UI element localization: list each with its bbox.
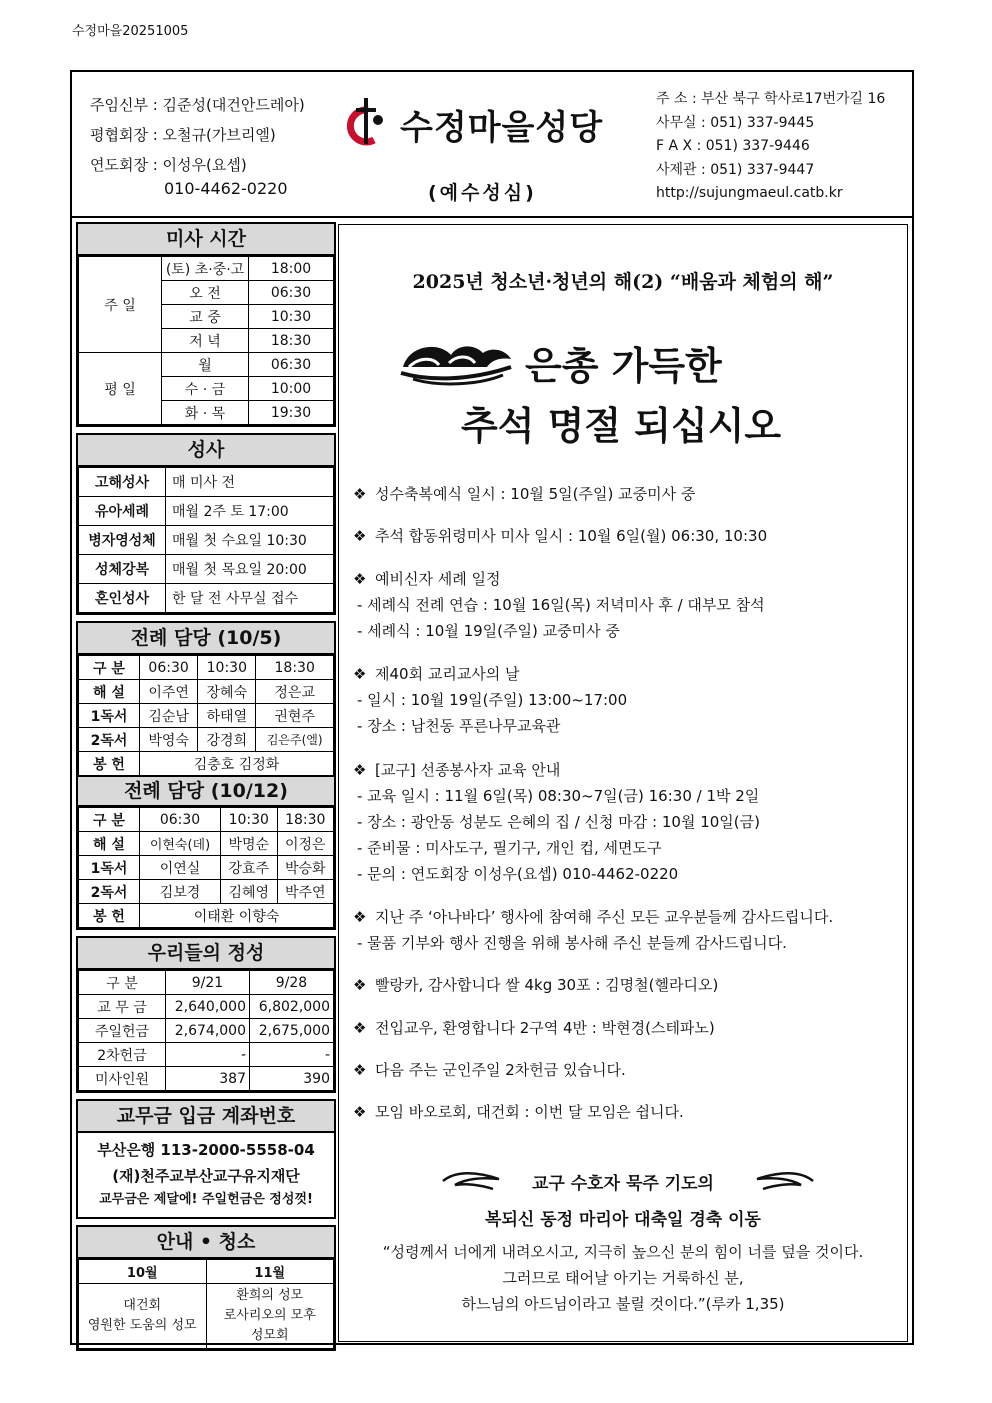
table-row [79, 497, 334, 526]
diamond-bullet-icon: ❖ [353, 1019, 367, 1037]
role-label: 1독서 [79, 856, 140, 880]
sacrament-label: 성체강복 [79, 555, 166, 584]
group-name: 대건회 [123, 1298, 162, 1313]
parish-name: 수정마을성당 [400, 108, 604, 148]
account-holder: (재)천주교부산교구유지재단 [112, 1167, 300, 1185]
offering-names: 김충호 김정화 [140, 752, 334, 776]
role-label: 봉 헌 [79, 904, 140, 928]
table-cell: 박영숙 [140, 728, 198, 752]
mass-name: 교 중 [162, 305, 249, 329]
mass-times-title: 미사 시간 [78, 224, 334, 256]
role-label: 해 설 [79, 832, 140, 856]
table-cell: 장혜숙 [198, 680, 256, 704]
october-groups [79, 1284, 207, 1349]
table-row [79, 808, 334, 832]
table-header: 06:30 [140, 656, 198, 680]
table-header: 06:30 [140, 808, 221, 832]
table-row [79, 856, 334, 880]
account-note: 교무금은 제달에! 주일헌금은 정성껏! [99, 1192, 313, 1207]
mass-times-table [78, 256, 334, 425]
list-item: ❖ 성수축복예식 일시 : 10월 5일(주일) 교중미사 중 [353, 485, 696, 503]
list-subitem: - 세례식 전례 연습 : 10월 16일(목) 저녁미사 후 / 대부모 참석 [357, 596, 765, 614]
table-row [79, 832, 334, 856]
mass-time: 18:30 [249, 329, 334, 353]
liturgy1-title: 전례 담당 (10/5) [78, 623, 334, 655]
offerings-table [78, 970, 334, 1091]
bulletin-frame [70, 70, 914, 1345]
table-cell: 김보경 [140, 880, 221, 904]
table-cell: 김순남 [140, 704, 198, 728]
table-row [79, 880, 334, 904]
table-row [79, 1043, 334, 1067]
account-box [76, 1099, 336, 1219]
table-header: 9/21 [166, 971, 250, 995]
contact-info [656, 88, 885, 206]
table-row [79, 704, 334, 728]
offering-value: - [250, 1043, 334, 1067]
greeting-line2: 추석 명절 되십시오 [461, 404, 782, 448]
month-header: 10월 [79, 1260, 207, 1284]
table-cell: 정은교 [256, 680, 334, 704]
diamond-bullet-icon: ❖ [353, 1061, 367, 1079]
sacrament-value: 매월 2주 토 17:00 [166, 497, 334, 526]
table-row [79, 1260, 334, 1284]
parish-motto: (예수성심) [428, 182, 537, 204]
offering-value: 6,802,000 [250, 995, 334, 1019]
sunday-label: 주 일 [79, 257, 162, 353]
council-president: 평협회장 : 오철규(가브리엘) [90, 126, 276, 144]
offering-value: 2,674,000 [166, 1019, 250, 1043]
mass-time: 06:30 [249, 353, 334, 377]
website-link[interactable]: http://sujungmaeul.catb.kr [656, 185, 843, 201]
role-label: 2독서 [79, 880, 140, 904]
table-header: 18:30 [277, 808, 334, 832]
list-subitem: - 장소 : 광안동 성분도 은혜의 집 / 신청 마감 : 10월 10일(금) [357, 813, 760, 831]
diamond-bullet-icon: ❖ [353, 976, 367, 994]
rectory-phone: 사제관 : 051) 337-9447 [656, 161, 815, 178]
liturgy1-table [78, 655, 334, 776]
table-header: 10:30 [221, 808, 277, 832]
offerings-title: 우리들의 정성 [78, 938, 334, 970]
list-subitem: - 세례식 : 10월 19일(주일) 교중미사 중 [357, 622, 620, 640]
table-header: 9/28 [250, 971, 334, 995]
offering-value: 2,640,000 [166, 995, 250, 1019]
scripture-quote-line: 하느님의 아드님이라고 불릴 것이다.”(루카 1,35) [461, 1295, 785, 1313]
offering-label: 미사인원 [79, 1067, 166, 1091]
greeting-line1: 은총 가득한 [525, 344, 722, 388]
bulletin-header [72, 72, 912, 218]
diamond-bullet-icon: ❖ [353, 761, 367, 779]
diamond-bullet-icon: ❖ [353, 1103, 367, 1121]
sacrament-value: 매월 첫 수요일 10:30 [166, 526, 334, 555]
scripture-quote-line: “성령께서 너에게 내려오시고, 지극히 높으신 분의 힘이 너를 덮을 것이다. [382, 1243, 864, 1261]
table-cell: 강효주 [221, 856, 277, 880]
list-subitem: - 교육 일시 : 11월 6일(목) 08:30~7일(금) 16:30 / 1박 2일 [357, 787, 760, 805]
role-label: 봉 헌 [79, 752, 140, 776]
cloud-ornament-icon [399, 337, 515, 387]
mass-name: (토) 초·중·고 [162, 257, 249, 281]
role-label: 해 설 [79, 680, 140, 704]
list-subitem: - 일시 : 10월 19일(주일) 13:00~17:00 [357, 691, 628, 709]
table-row [79, 584, 334, 613]
chuseok-greeting [399, 335, 859, 455]
sacraments-title: 성사 [78, 435, 334, 467]
mass-times-box [76, 222, 336, 427]
sacrament-value: 매월 첫 목요일 20:00 [166, 555, 334, 584]
district-head: 연도회장 : 이성우(요셉) [90, 156, 247, 174]
weekday-label: 평 일 [79, 353, 162, 425]
table-row [79, 257, 334, 281]
table-cell: 강경희 [198, 728, 256, 752]
group-name: 성모회 [250, 1328, 289, 1343]
list-item: ❖ 지난 주 ‘아나바다’ 행사에 참여해 주신 모든 교우분들께 감사드립니다. [353, 908, 834, 926]
sacrament-label: 혼인성사 [79, 584, 166, 613]
parish-logo [344, 96, 644, 156]
notice-cleaning-box [76, 1225, 336, 1351]
group-name: 영원한 도움의 성모 [87, 1318, 197, 1333]
account-title: 교무금 입금 계좌번호 [78, 1101, 334, 1133]
mass-time: 10:30 [249, 305, 334, 329]
table-row [79, 995, 334, 1019]
table-row [79, 468, 334, 497]
offering-value: - [166, 1043, 250, 1067]
fax-number: F A X : 051) 337-9446 [656, 138, 810, 154]
mass-name: 월 [162, 353, 249, 377]
mass-name: 오 전 [162, 281, 249, 305]
table-row [79, 904, 334, 928]
table-cell: 이정은 [277, 832, 334, 856]
offering-value: 390 [250, 1067, 334, 1091]
table-header: 구 분 [79, 971, 166, 995]
list-item: ❖ 추석 합동위령미사 미사 일시 : 10월 6일(월) 06:30, 10:30 [353, 527, 768, 545]
sacrament-label: 병자영성체 [79, 526, 166, 555]
diamond-bullet-icon: ❖ [353, 570, 367, 588]
sacraments-table [78, 467, 334, 613]
offering-label: 주일헌금 [79, 1019, 166, 1043]
main-content [338, 224, 908, 1342]
table-cell: 하태열 [198, 704, 256, 728]
mass-time: 18:00 [249, 257, 334, 281]
sacrament-label: 고해성사 [79, 468, 166, 497]
table-row [79, 526, 334, 555]
sacrament-label: 유아세례 [79, 497, 166, 526]
table-cell: 김은주(엘) [256, 728, 334, 752]
table-cell: 김혜영 [221, 880, 277, 904]
month-header: 11월 [206, 1260, 334, 1284]
table-cell: 이주연 [140, 680, 198, 704]
mass-time: 10:00 [249, 377, 334, 401]
group-name: 환희의 성모 [236, 1288, 304, 1303]
offering-names: 이태환 이향숙 [140, 904, 334, 928]
table-row [79, 555, 334, 584]
notice-cleaning-title: 안내 • 청소 [78, 1227, 334, 1259]
table-row [79, 752, 334, 776]
bank-account: 부산은행 113-2000-5558-04 [97, 1141, 315, 1159]
diamond-bullet-icon: ❖ [353, 908, 367, 926]
table-row [79, 353, 334, 377]
table-row [79, 1067, 334, 1091]
scripture-quote-line: 그러므로 태어날 아기는 거룩하신 분, [502, 1269, 744, 1287]
table-header: 10:30 [198, 656, 256, 680]
main-title: 2025년 청소년·청년의 해(2) “배움과 체험의 해” [412, 271, 834, 293]
feast-line1: 교구 수호자 묵주 기도의 [532, 1174, 714, 1194]
table-cell: 이현숙(데) [140, 832, 221, 856]
table-row [79, 656, 334, 680]
list-subitem: - 문의 : 연도회장 이성우(요셉) 010-4462-0220 [357, 865, 679, 883]
list-subitem: - 장소 : 남천동 푸른나무교육관 [357, 717, 561, 735]
table-row [79, 1019, 334, 1043]
group-name: 로사리오의 모후 [223, 1308, 316, 1323]
table-cell: 박주연 [277, 880, 334, 904]
table-cell: 박승화 [277, 856, 334, 880]
address: 주 소 : 부산 북구 학사로17번가길 16 [656, 91, 886, 107]
role-label: 1독서 [79, 704, 140, 728]
mass-name: 저 녁 [162, 329, 249, 353]
table-cell: 이연실 [140, 856, 221, 880]
table-row [79, 971, 334, 995]
feast-line2: 복되신 동정 마리아 대축일 경축 이동 [485, 1210, 761, 1230]
district-phone: 010-4462-0220 [164, 179, 288, 198]
mass-name: 수 · 금 [162, 377, 249, 401]
table-header: 구 분 [79, 656, 140, 680]
offering-value: 2,675,000 [250, 1019, 334, 1043]
liturgy2-table [78, 807, 334, 928]
mass-time: 19:30 [249, 401, 334, 425]
offering-value: 387 [166, 1067, 250, 1091]
parish-emblem-icon [344, 96, 394, 152]
table-cell: 박명순 [221, 832, 277, 856]
document-id: 수정마을20251005 [72, 24, 189, 39]
sacraments-box [76, 433, 336, 615]
pastor: 주임신부 : 김준성(대건안드레아) [90, 96, 305, 114]
table-header: 구 분 [79, 808, 140, 832]
table-header: 18:30 [256, 656, 334, 680]
list-item: ❖ 제40회 교리교사의 날 [353, 665, 520, 683]
list-item: ❖ 전입교우, 환영합니다 2구역 4반 : 박현경(스테파노) [353, 1019, 715, 1037]
list-item: ❖ 모임 바오로회, 대건회 : 이번 달 모임은 쉽니다. [353, 1103, 684, 1121]
list-item: ❖ 다음 주는 군인주일 2차헌금 있습니다. [353, 1061, 626, 1079]
sidebar [76, 222, 336, 1357]
table-row [79, 1284, 334, 1349]
diamond-bullet-icon: ❖ [353, 527, 367, 545]
notice-cleaning-table [78, 1259, 334, 1349]
mass-time: 06:30 [249, 281, 334, 305]
list-item: ❖ 빨랑카, 감사합니다 쌀 4kg 30포 : 김명철(헬라디오) [353, 976, 719, 994]
list-item: ❖ 예비신자 세례 일정 [353, 570, 501, 588]
table-cell: 권현주 [256, 704, 334, 728]
offerings-box [76, 936, 336, 1093]
diamond-bullet-icon: ❖ [353, 485, 367, 503]
offering-label: 교 무 금 [79, 995, 166, 1019]
staff-info [90, 90, 305, 204]
november-groups [206, 1284, 334, 1349]
mass-name: 화 · 목 [162, 401, 249, 425]
sacrament-value: 매 미사 전 [166, 468, 334, 497]
offering-label: 2차헌금 [79, 1043, 166, 1067]
office-phone: 사무실 : 051) 337-9445 [656, 114, 815, 131]
liturgy-box [76, 621, 336, 930]
diamond-bullet-icon: ❖ [353, 665, 367, 683]
table-row [79, 680, 334, 704]
liturgy2-title: 전례 담당 (10/12) [78, 776, 334, 807]
role-label: 2독서 [79, 728, 140, 752]
list-item: ❖ [교구] 선종봉사자 교육 안내 [353, 761, 561, 779]
sacrament-value: 한 달 전 사무실 접수 [166, 584, 334, 613]
list-subitem: - 물품 기부와 행사 진행을 위해 봉사해 주신 분들께 감사드립니다. [357, 934, 787, 952]
list-subitem: - 준비물 : 미사도구, 필기구, 개인 컵, 세면도구 [357, 839, 662, 857]
table-row [79, 728, 334, 752]
